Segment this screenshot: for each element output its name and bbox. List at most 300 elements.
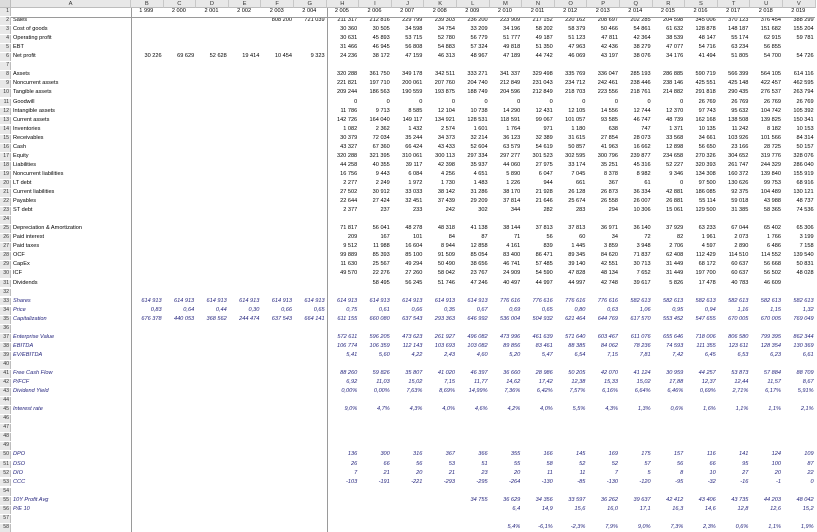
row-header[interactable]: 36 [0, 325, 11, 333]
value-cell[interactable] [131, 280, 164, 288]
value-cell[interactable] [229, 252, 262, 260]
value-cell[interactable]: 660 080 [369, 315, 390, 322]
value-cell[interactable]: 1,1% [768, 406, 781, 413]
value-cell[interactable]: 54 861 [633, 26, 651, 33]
value-cell[interactable] [294, 334, 327, 342]
value-cell[interactable] [294, 162, 327, 170]
value-cell[interactable]: 209 244 [336, 89, 358, 96]
value-cell[interactable]: 12,6 [770, 505, 781, 512]
column-header[interactable]: F [261, 0, 294, 8]
value-cell[interactable]: 28 986 [535, 370, 553, 376]
value-cell[interactable]: 614 913 [141, 297, 162, 304]
value-cell[interactable]: 291 818 [695, 89, 716, 96]
value-cell[interactable]: 0,95 [672, 306, 684, 313]
value-cell[interactable]: 11,03 [376, 379, 390, 386]
value-cell[interactable]: 12 105 [568, 107, 586, 114]
value-cell[interactable] [229, 189, 262, 197]
value-cell[interactable]: 46 747 [633, 116, 651, 123]
row-header[interactable]: 1 [0, 8, 11, 16]
value-cell[interactable]: 68 916 [796, 179, 814, 186]
value-cell[interactable] [261, 171, 294, 179]
value-cell[interactable]: 603 467 [597, 333, 618, 340]
value-cell[interactable] [294, 99, 327, 107]
value-cell[interactable]: 55 114 [699, 198, 716, 205]
row-header[interactable]: 54 [0, 488, 11, 496]
value-cell[interactable]: 38 144 [503, 225, 521, 232]
value-cell[interactable]: 49 818 [503, 44, 521, 51]
value-cell[interactable]: 536 004 [499, 315, 521, 322]
value-cell[interactable] [131, 379, 164, 387]
value-cell[interactable] [164, 17, 197, 25]
value-cell[interactable]: 62 915 [763, 35, 781, 42]
value-cell[interactable]: 15,2 [802, 505, 814, 512]
value-cell[interactable] [164, 35, 197, 43]
value-cell[interactable] [392, 524, 425, 532]
value-cell[interactable]: 101 [413, 234, 423, 241]
value-cell[interactable] [294, 198, 327, 206]
value-cell[interactable]: 8 182 [766, 125, 781, 132]
row-header[interactable]: 18 [0, 162, 11, 170]
value-cell[interactable]: 2,1% [800, 406, 814, 413]
value-cell[interactable]: 3 199 [799, 234, 814, 241]
value-cell[interactable]: 139 825 [760, 116, 781, 123]
value-cell[interactable]: 23 [481, 469, 488, 476]
value-cell[interactable]: 26 873 [600, 189, 618, 195]
value-cell[interactable]: 160 372 [728, 170, 749, 177]
value-cell[interactable]: 12 744 [633, 107, 651, 114]
value-cell[interactable] [131, 44, 164, 52]
value-cell[interactable]: 66 424 [405, 143, 423, 150]
value-cell[interactable]: -264 [508, 478, 521, 485]
value-cell[interactable]: 50 857 [568, 143, 586, 150]
value-cell[interactable]: 15 061 [666, 207, 684, 214]
value-cell[interactable]: 60 637 [731, 261, 749, 268]
value-cell[interactable]: 336 047 [597, 71, 618, 78]
value-cell[interactable]: 50 490 [437, 261, 455, 268]
row-header[interactable]: 29 [0, 261, 11, 269]
value-cell[interactable]: 207 760 [434, 80, 455, 87]
value-cell[interactable]: 0,83 [150, 306, 162, 313]
value-cell[interactable] [196, 343, 229, 351]
value-cell[interactable]: 342 511 [435, 71, 455, 78]
value-cell[interactable] [294, 497, 327, 505]
value-cell[interactable]: 40 783 [731, 279, 749, 286]
value-cell[interactable]: 862 344 [793, 333, 814, 340]
year-header-cell[interactable]: 2 006 [367, 8, 382, 14]
value-cell[interactable]: 44 997 [568, 279, 586, 286]
value-cell[interactable]: 304 652 [728, 152, 749, 159]
value-cell[interactable]: 10 [709, 469, 716, 476]
value-cell[interactable]: 370 123 [728, 17, 749, 24]
value-cell[interactable]: 43 197 [600, 53, 618, 60]
value-cell[interactable]: 48 318 [437, 225, 455, 232]
value-cell[interactable]: 220 162 [565, 17, 586, 24]
year-header-cell[interactable]: 2 002 [237, 8, 252, 14]
value-cell[interactable]: 193 875 [434, 89, 455, 96]
value-cell[interactable]: 320 288 [336, 71, 358, 78]
value-cell[interactable]: 44 742 [535, 53, 553, 60]
value-cell[interactable]: 286 040 [793, 161, 814, 168]
row-label-cell[interactable]: Cost of goods [13, 26, 48, 33]
value-cell[interactable]: 103 926 [728, 134, 749, 141]
value-cell[interactable]: 43 406 [698, 496, 716, 503]
value-cell[interactable]: 1 445 [571, 243, 586, 250]
value-cell[interactable]: 776 616 [499, 297, 521, 304]
value-cell[interactable]: 97 743 [698, 107, 716, 114]
value-cell[interactable]: 0,66 [411, 306, 423, 313]
column-header[interactable]: P [587, 0, 620, 8]
year-header-cell[interactable]: 1 999 [139, 8, 154, 14]
value-cell[interactable]: 9 443 [375, 170, 390, 177]
value-cell[interactable]: -130 [606, 478, 618, 485]
value-cell[interactable] [164, 89, 197, 97]
row-header[interactable]: 44 [0, 397, 11, 405]
value-cell[interactable]: 6,53 [737, 351, 749, 358]
value-cell[interactable] [164, 343, 197, 351]
value-cell[interactable]: 27 424 [372, 198, 390, 205]
value-cell[interactable] [261, 71, 294, 79]
value-cell[interactable]: 7,15 [607, 351, 618, 358]
value-cell[interactable] [261, 334, 294, 342]
value-cell[interactable] [229, 406, 262, 414]
value-cell[interactable] [229, 135, 262, 143]
value-cell[interactable]: 614 913 [239, 297, 260, 304]
value-cell[interactable] [229, 334, 262, 342]
value-cell[interactable]: 5 826 [669, 279, 684, 286]
value-cell[interactable]: 42 070 [600, 370, 618, 376]
value-cell[interactable]: 37 813 [568, 225, 586, 232]
value-cell[interactable] [131, 261, 164, 269]
value-cell[interactable]: 32 451 [405, 198, 423, 205]
value-cell[interactable]: 242 [445, 207, 455, 214]
value-cell[interactable]: 302 [478, 207, 488, 214]
column-header[interactable]: R [653, 0, 686, 8]
row-label-cell[interactable]: DIO [13, 469, 23, 476]
value-cell[interactable]: 747 [641, 125, 651, 132]
value-cell[interactable]: 33 033 [405, 189, 423, 195]
value-cell[interactable]: 164 040 [369, 116, 390, 123]
value-cell[interactable]: 99 889 [340, 252, 358, 259]
value-cell[interactable]: 7,36% [504, 388, 521, 395]
value-cell[interactable]: 41 963 [600, 143, 618, 150]
value-cell[interactable]: 59 826 [372, 370, 390, 376]
row-label-cell[interactable]: DPO [13, 451, 26, 458]
value-cell[interactable]: 99 753 [763, 179, 781, 186]
value-cell[interactable]: 1,6% [703, 406, 716, 413]
value-cell[interactable]: 208 697 [597, 17, 618, 24]
value-cell[interactable]: 33 174 [568, 161, 586, 168]
value-cell[interactable]: 4 256 [440, 170, 455, 177]
value-cell[interactable] [229, 524, 262, 532]
value-cell[interactable] [196, 207, 229, 215]
row-label-cell[interactable]: EBITDA [13, 342, 34, 349]
year-header-cell[interactable]: 2 003 [269, 8, 284, 14]
row-header[interactable]: 5 [0, 44, 11, 52]
value-cell[interactable]: 14,62 [506, 379, 521, 386]
value-cell[interactable] [164, 189, 197, 197]
row-header[interactable]: 11 [0, 99, 11, 107]
value-cell[interactable]: 10 153 [796, 125, 814, 132]
value-cell[interactable] [131, 171, 164, 179]
value-cell[interactable] [294, 35, 327, 43]
value-cell[interactable] [359, 506, 392, 514]
value-cell[interactable]: 50 831 [796, 261, 814, 268]
value-cell[interactable]: 614 913 [173, 297, 195, 304]
value-cell[interactable]: 103 082 [467, 342, 488, 349]
value-cell[interactable] [327, 280, 360, 288]
value-cell[interactable]: 218 703 [565, 89, 586, 96]
value-cell[interactable]: 0,30 [248, 306, 260, 313]
value-cell[interactable]: 42 748 [600, 279, 618, 286]
value-cell[interactable] [229, 370, 262, 378]
value-cell[interactable]: 27 854 [600, 134, 618, 141]
column-header[interactable]: L [457, 0, 490, 8]
value-cell[interactable] [196, 171, 229, 179]
value-cell[interactable]: 56 [546, 234, 553, 241]
value-cell[interactable]: 19 414 [242, 53, 260, 60]
value-cell[interactable]: 51 777 [503, 35, 521, 42]
row-label-cell[interactable]: Price [13, 306, 26, 313]
value-cell[interactable]: 155 204 [793, 26, 814, 33]
value-cell[interactable]: 8 378 [603, 170, 618, 177]
value-cell[interactable]: 9,0% [344, 406, 358, 413]
value-cell[interactable]: 1,1% [768, 523, 781, 530]
value-cell[interactable]: 57 884 [763, 370, 781, 376]
value-cell[interactable]: 5,5% [572, 406, 586, 413]
value-cell[interactable]: 300 [380, 451, 390, 458]
value-cell[interactable] [229, 451, 262, 459]
row-header[interactable]: 58 [0, 524, 11, 532]
value-cell[interactable]: 26 007 [633, 198, 651, 205]
value-cell[interactable]: 7 [354, 469, 358, 476]
value-cell[interactable]: 8,69% [439, 388, 455, 395]
value-cell[interactable]: 0,65 [541, 306, 553, 313]
value-cell[interactable]: 286 885 [662, 71, 684, 78]
value-cell[interactable]: 16,0 [607, 505, 618, 512]
value-cell[interactable]: 310 061 [402, 152, 423, 159]
row-header[interactable]: 13 [0, 117, 11, 125]
value-cell[interactable] [196, 497, 229, 505]
value-cell[interactable] [164, 144, 197, 152]
value-cell[interactable] [229, 17, 262, 25]
value-cell[interactable]: 320 288 [336, 152, 358, 159]
value-cell[interactable]: 139 840 [760, 170, 781, 177]
value-cell[interactable] [261, 379, 294, 387]
value-cell[interactable] [229, 343, 262, 351]
value-cell[interactable] [294, 71, 327, 79]
value-cell[interactable] [261, 225, 294, 233]
value-cell[interactable]: 46 313 [437, 53, 455, 60]
value-cell[interactable]: 150 341 [793, 116, 814, 123]
value-cell[interactable]: 104 742 [760, 107, 781, 114]
value-cell[interactable]: 1 972 [408, 179, 423, 186]
value-cell[interactable]: 190 559 [402, 89, 423, 96]
value-cell[interactable]: 11 988 [373, 243, 390, 250]
value-cell[interactable]: 547 655 [695, 315, 716, 322]
value-cell[interactable]: 46 609 [763, 279, 781, 286]
row-label-cell[interactable] [11, 524, 133, 532]
value-cell[interactable]: 0 [680, 98, 684, 105]
value-cell[interactable]: 54 619 [535, 143, 553, 150]
value-cell[interactable]: 16 604 [405, 243, 423, 250]
value-cell[interactable]: 38 656 [470, 261, 488, 268]
value-cell[interactable]: 38 170 [503, 189, 521, 195]
value-cell[interactable]: 14 556 [600, 107, 618, 114]
value-cell[interactable]: 655 646 [662, 333, 684, 340]
value-cell[interactable]: -191 [378, 478, 390, 485]
row-label-cell[interactable]: Tangible assets [13, 89, 52, 96]
value-cell[interactable]: 16 662 [633, 143, 651, 150]
value-cell[interactable]: 5,4% [507, 523, 521, 530]
row-label-cell[interactable]: Dividend Yield [13, 388, 49, 395]
value-cell[interactable]: 646 992 [467, 315, 488, 322]
value-cell[interactable] [261, 135, 294, 143]
value-cell[interactable]: 9,0% [637, 523, 651, 530]
value-cell[interactable] [294, 252, 327, 260]
value-cell[interactable]: 44 997 [535, 279, 553, 286]
value-cell[interactable]: 5,60 [378, 351, 390, 358]
value-cell[interactable]: 44 060 [503, 161, 521, 168]
value-cell[interactable]: 105 392 [793, 107, 814, 114]
value-cell[interactable]: 553 452 [662, 315, 684, 322]
value-cell[interactable]: 88 260 [340, 370, 358, 376]
value-cell[interactable]: 12,38 [571, 379, 586, 386]
value-cell[interactable] [424, 506, 457, 514]
value-cell[interactable]: 78 236 [633, 342, 651, 349]
column-header[interactable]: A [11, 0, 131, 8]
value-cell[interactable]: 5,47 [541, 351, 553, 358]
value-cell[interactable]: 302 595 [565, 152, 586, 159]
value-cell[interactable]: 223 909 [499, 17, 521, 24]
row-header[interactable]: 25 [0, 225, 11, 233]
value-cell[interactable]: 571 640 [565, 333, 586, 340]
value-cell[interactable]: 31 385 [731, 207, 749, 214]
value-cell[interactable]: 52 227 [666, 161, 684, 168]
value-cell[interactable] [131, 270, 164, 278]
value-cell[interactable]: 56 [676, 460, 684, 467]
value-cell[interactable]: 39 117 [405, 161, 423, 168]
value-cell[interactable] [164, 234, 197, 242]
value-cell[interactable]: 238 446 [630, 80, 651, 87]
value-cell[interactable]: 23 166 [731, 143, 749, 150]
value-cell[interactable]: 89 856 [503, 342, 521, 349]
value-cell[interactable]: 376 454 [760, 17, 781, 24]
row-label-cell[interactable]: Free Cash Flow [13, 370, 53, 376]
row-label-cell[interactable]: Current assets [13, 116, 50, 123]
value-cell[interactable]: 29 209 [470, 198, 488, 205]
value-cell[interactable] [131, 144, 164, 152]
value-cell[interactable]: 34 754 [437, 26, 455, 33]
value-cell[interactable] [196, 252, 229, 260]
value-cell[interactable]: 321 395 [369, 152, 390, 159]
value-cell[interactable]: 2 377 [343, 207, 358, 214]
value-cell[interactable]: 88 385 [568, 342, 586, 349]
value-cell[interactable]: 5,91% [797, 388, 814, 395]
value-cell[interactable]: 116 [706, 451, 716, 458]
value-cell[interactable] [261, 406, 294, 414]
value-cell[interactable]: 367 [608, 179, 618, 186]
value-cell[interactable]: 26 769 [731, 98, 749, 105]
value-cell[interactable]: 7,15 [444, 379, 455, 386]
value-cell[interactable]: 33 597 [568, 496, 586, 503]
value-cell[interactable]: 49 187 [535, 35, 553, 42]
value-cell[interactable]: 2,71% [732, 388, 749, 395]
value-cell[interactable]: 57 485 [535, 261, 553, 268]
value-cell[interactable]: 473 996 [499, 333, 521, 340]
value-cell[interactable]: 26 881 [666, 198, 684, 205]
value-cell[interactable] [196, 379, 229, 387]
value-cell[interactable]: 6,92 [346, 379, 358, 386]
value-cell[interactable]: 217 152 [532, 17, 553, 24]
value-cell[interactable]: 15,02 [408, 379, 423, 386]
value-cell[interactable]: 5 [647, 469, 651, 476]
value-cell[interactable] [196, 461, 229, 469]
value-cell[interactable]: 1 371 [669, 125, 684, 132]
row-header[interactable]: 47 [0, 424, 11, 432]
value-cell[interactable]: -221 [411, 478, 423, 485]
value-cell[interactable]: -1 [776, 478, 781, 485]
value-cell[interactable] [294, 80, 327, 88]
value-cell[interactable]: 138 508 [728, 116, 749, 123]
value-cell[interactable] [261, 261, 294, 269]
value-cell[interactable]: 8 585 [408, 107, 423, 114]
value-cell[interactable]: 0 [582, 98, 586, 105]
row-label-cell[interactable] [11, 361, 133, 369]
value-cell[interactable]: 2,43 [444, 351, 455, 358]
value-cell[interactable]: 582 613 [630, 297, 651, 304]
year-header-cell[interactable]: 2 005 [334, 8, 349, 14]
value-cell[interactable]: 44 257 [698, 370, 716, 376]
value-cell[interactable]: 670 005 [728, 315, 749, 322]
value-cell[interactable]: 10 135 [698, 125, 716, 132]
value-cell[interactable]: 162 168 [695, 116, 716, 123]
value-cell[interactable]: 56 855 [763, 44, 781, 51]
value-cell[interactable] [229, 44, 262, 52]
value-cell[interactable]: 0 [549, 98, 553, 105]
value-cell[interactable]: 44 258 [340, 161, 358, 168]
value-cell[interactable]: 85 393 [372, 252, 390, 259]
value-cell[interactable] [229, 352, 262, 360]
value-cell[interactable] [229, 144, 262, 152]
value-cell[interactable]: 50 205 [568, 370, 586, 376]
value-cell[interactable]: 91 509 [437, 252, 455, 259]
value-cell[interactable]: 167 [380, 234, 390, 241]
value-cell[interactable]: 52 628 [209, 53, 227, 60]
value-cell[interactable]: 37 814 [503, 198, 521, 205]
year-header-cell[interactable]: 2 001 [204, 8, 219, 14]
value-cell[interactable] [164, 406, 197, 414]
value-cell[interactable]: 9 323 [310, 53, 325, 60]
value-cell[interactable]: 202 285 [630, 17, 651, 24]
value-cell[interactable]: 58 495 [372, 279, 390, 286]
value-cell[interactable] [131, 35, 164, 43]
value-cell[interactable]: 51 746 [437, 279, 455, 286]
value-cell[interactable]: 44 203 [763, 496, 781, 503]
row-label-cell[interactable]: Paid taxes [13, 243, 40, 250]
value-cell[interactable]: 270 326 [695, 152, 716, 159]
row-label-cell[interactable]: EBT [13, 44, 24, 51]
value-cell[interactable]: -120 [639, 478, 651, 485]
row-header[interactable]: 8 [0, 71, 11, 79]
value-cell[interactable]: 100 [771, 460, 781, 467]
value-cell[interactable] [261, 117, 294, 125]
value-cell[interactable]: 368 562 [206, 315, 227, 322]
value-cell[interactable]: 1,16 [737, 306, 749, 313]
value-cell[interactable]: 4,3% [605, 406, 618, 413]
value-cell[interactable] [196, 117, 229, 125]
value-cell[interactable] [294, 379, 327, 387]
value-cell[interactable]: -6,1% [538, 523, 553, 530]
